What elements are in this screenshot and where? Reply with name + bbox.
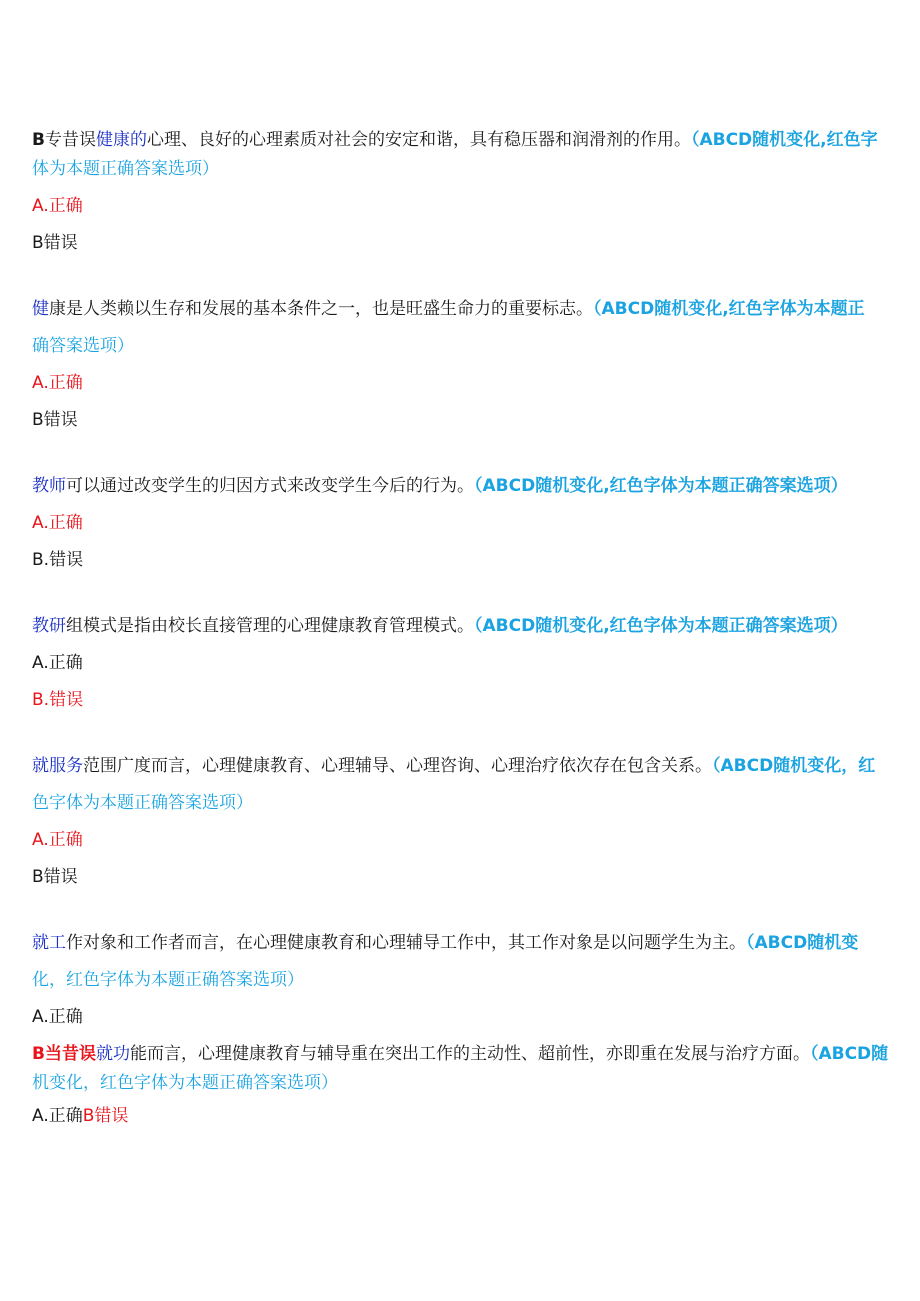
question-4-option-b bbox=[32, 688, 888, 712]
question-7-options bbox=[32, 1104, 888, 1128]
question-3-line-1 bbox=[32, 474, 888, 498]
question-1-highlight: 健康的 bbox=[95, 130, 147, 150]
question-2-text: 康是人类赖以生存和发展的基本条件之一，也是旺盛生命力的重要标志。 bbox=[49, 299, 593, 319]
question-2-line-2 bbox=[32, 334, 888, 358]
question-3-option-b bbox=[32, 548, 888, 572]
question-2-option-b bbox=[32, 408, 888, 432]
question-1-text: 心理、良好的心理素质对社会的安定和谐，具有稳压器和润滑剂的作用。 bbox=[146, 130, 691, 150]
question-5-option-a-text: A.正确 bbox=[32, 830, 83, 850]
question-7-line-2 bbox=[32, 1071, 888, 1095]
question-7-option-a-text: A.正确 bbox=[32, 1106, 83, 1126]
question-5-option-b bbox=[32, 865, 888, 889]
question-1-option-a bbox=[32, 194, 888, 218]
question-3-option-b-text: B.错误 bbox=[32, 550, 84, 570]
question-1-note: （ABCD随机变化,红色字 bbox=[690, 130, 878, 150]
question-6-text: 作对象和工作者而言，在心理健康教育和心理辅导工作中，其工作对象是以问题学生为主。 bbox=[66, 933, 746, 953]
question-6-note-cont: 化，红色字体为本题正确答案选项） bbox=[32, 970, 304, 990]
question-6-option-a-text: A.正确 bbox=[32, 1007, 83, 1027]
question-5-line-2 bbox=[32, 791, 888, 815]
question-4-highlight: 教研 bbox=[32, 616, 66, 636]
question-5-highlight: 就服务 bbox=[32, 756, 83, 776]
question-5-option-a bbox=[32, 828, 888, 852]
question-7-red-prefix: B当昔误 bbox=[32, 1044, 96, 1064]
question-7-highlight: 就功 bbox=[95, 1044, 130, 1064]
question-2-highlight: 健 bbox=[32, 299, 49, 319]
question-1-option-b bbox=[32, 231, 888, 255]
question-7-option-b-text: B错误 bbox=[82, 1106, 129, 1126]
question-3-highlight: 教师 bbox=[32, 476, 66, 496]
question-6-line-2 bbox=[32, 968, 888, 992]
question-6-note: （ABCD随机变 bbox=[746, 933, 859, 953]
question-1-line-2 bbox=[32, 157, 888, 181]
question-2-note-cont: 确答案选项） bbox=[32, 336, 134, 356]
question-4-option-a bbox=[32, 651, 888, 675]
question-7-note: （ABCD随 bbox=[809, 1044, 889, 1064]
question-7-line-1 bbox=[32, 1042, 888, 1066]
question-3-text: 可以通过改变学生的归因方式来改变学生今后的行为。 bbox=[66, 476, 474, 496]
question-6-option-a bbox=[32, 1005, 888, 1029]
question-5-note: （ABCD随机变化，红 bbox=[712, 756, 876, 776]
question-1-note-cont: 体为本题正确答案选项） bbox=[32, 159, 219, 179]
question-2-line-1 bbox=[32, 297, 888, 321]
question-5-option-b-text: B错误 bbox=[32, 867, 78, 887]
question-4-option-b-text: B.错误 bbox=[32, 690, 84, 710]
question-1-option-b-text: B错误 bbox=[32, 233, 78, 253]
question-6-line-1 bbox=[32, 931, 888, 955]
question-2-note: （ABCD随机变化,红色字体为本题正 bbox=[593, 299, 865, 319]
question-2-option-a-text: A.正确 bbox=[32, 373, 83, 393]
question-4-line-1 bbox=[32, 614, 888, 638]
question-6-highlight: 就工 bbox=[32, 933, 66, 953]
question-1-line-1 bbox=[32, 128, 888, 152]
question-3-note: （ABCD随机变化,红色字体为本题正确答案选项） bbox=[474, 476, 848, 496]
question-1-option-a-text: A.正确 bbox=[32, 196, 83, 216]
question-3-option-a bbox=[32, 511, 888, 535]
question-5-line-1 bbox=[32, 754, 888, 778]
question-5-text: 范围广度而言，心理健康教育、心理辅导、心理咨询、心理治疗依次存在包含关系。 bbox=[83, 756, 712, 776]
question-4-option-a-text: A.正确 bbox=[32, 653, 83, 673]
question-2-option-a bbox=[32, 371, 888, 395]
question-2-option-b-text: B错误 bbox=[32, 410, 78, 430]
question-7-text: 能而言，心理健康教育与辅导重在突出工作的主动性、超前性，亦即重在发展与治疗方面。 bbox=[129, 1044, 810, 1064]
question-1-prefix: B bbox=[32, 130, 45, 150]
question-3-option-a-text: A.正确 bbox=[32, 513, 83, 533]
question-7-note-cont: 机变化，红色字体为本题正确答案选项） bbox=[32, 1073, 338, 1093]
question-4-text: 组模式是指由校长直接管理的心理健康教育管理模式。 bbox=[66, 616, 474, 636]
question-5-note-cont: 色字体为本题正确答案选项） bbox=[32, 793, 253, 813]
question-1-prefix-text: 专昔误 bbox=[44, 130, 96, 150]
question-4-note: （ABCD随机变化,红色字体为本题正确答案选项） bbox=[474, 616, 848, 636]
